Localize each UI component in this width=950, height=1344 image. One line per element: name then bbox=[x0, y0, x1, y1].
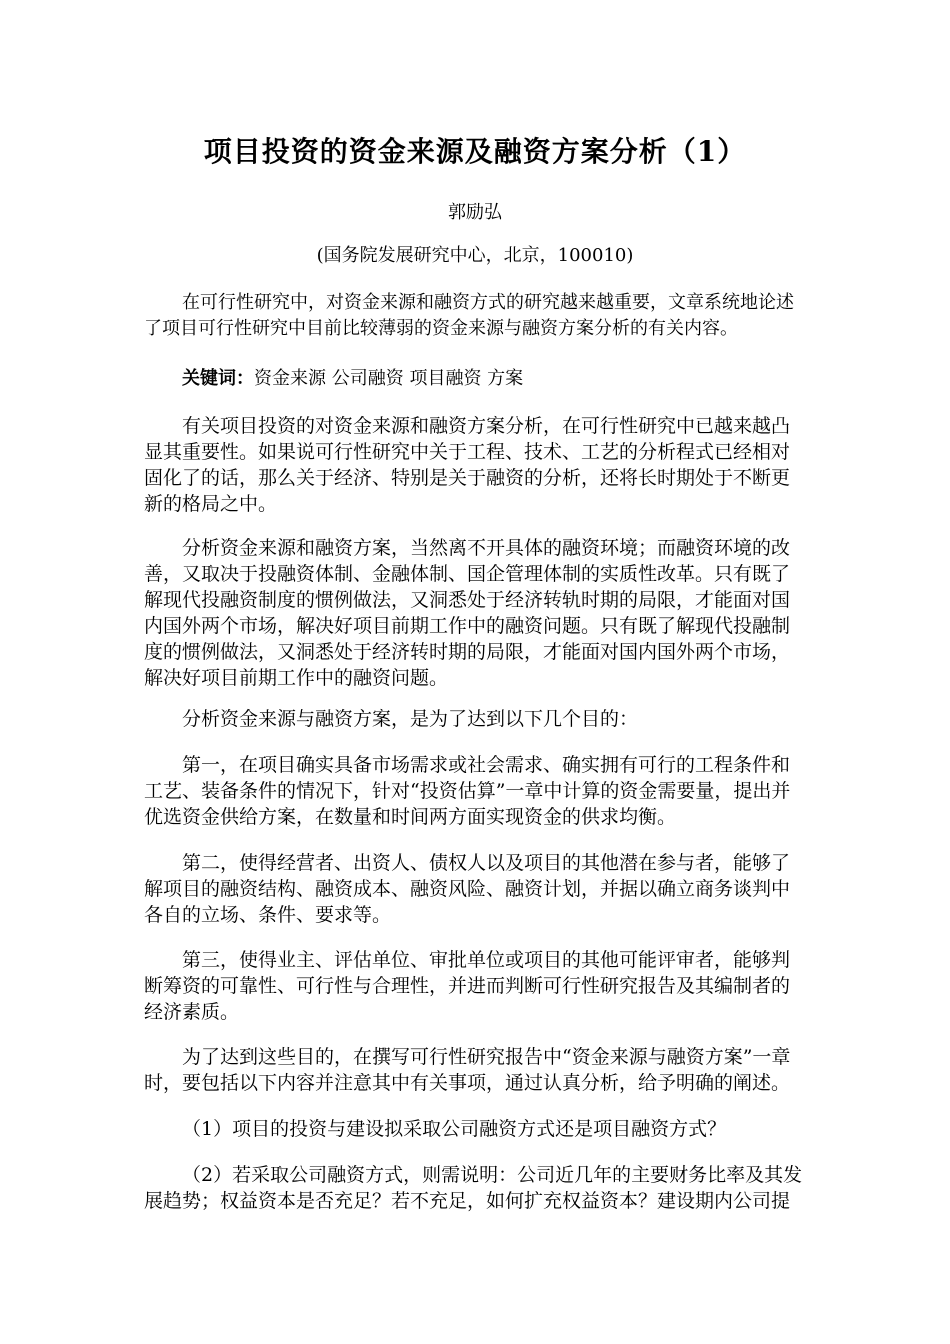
author-affiliation: (国务院发展研究中心，北京，100010) bbox=[316, 245, 634, 266]
paragraph: 分析资金来源与融资方案，是为了达到以下几个目的： bbox=[182, 708, 639, 730]
document-title: 项目投资的资金来源及融资方案分析（1） bbox=[203, 135, 747, 168]
keywords-terms: 资金来源 公司融资 项目融资 方案 bbox=[254, 368, 524, 389]
keywords-label: 关键词： bbox=[182, 368, 254, 389]
paragraph: 有关项目投资的对资金来源和融资方案分析，在可行性研究中已越来越凸显其重要性。如果说可行性研究中关于工程、技术、工艺的分析程式已经相对固化了的话，那么关于经济、特别是关于融资的分析，还将长时期处于不断更新的格局之中。 bbox=[144, 415, 791, 515]
paragraph: 为了达到这些目的，在撰写可行性研究报告中“资金来源与融资方案”一章时，要包括以下内容并注意其中有关事项，通过认真分析，给予明确的阐述。 bbox=[144, 1046, 791, 1094]
paragraph: 第三，使得业主、评估单位、审批单位或项目的其他可能评审者，能够判断筹资的可靠性、可行性与合理性，并进而判断可行性研究报告及其编制者的经济素质。 bbox=[144, 949, 791, 1023]
paragraph: 分析资金来源和融资方案，当然离不开具体的融资环境；而融资环境的改善，又取决于投融资体制、金融体制、国企管理体制的实质性改革。只有既了解现代投融资制度的惯例做法，又洞悉处于经济转轨时期的局限，才能面对国内国外两个市场，解决好项目前期工作中的融资问题。只有既了解现代投融制度的惯例做法，又洞悉处于经济转时期的局限，才能面对国内国外两个市场，解决好项目前期工作中的融资问题。 bbox=[144, 537, 791, 689]
paragraph: 第一，在项目确实具备市场需求或社会需求、确实拥有可行的工程条件和工艺、装备条件的情况下，针对“投资估算”一章中计算的资金需要量，提出并优选资金供给方案，在数量和时间两方面实现资金的供求均衡。 bbox=[144, 754, 791, 828]
paragraph: （2）若采取公司融资方式，则需说明：公司近几年的主要财务比率及其发展趋势；权益资本是否充足？若不充足，如何扩充权益资本？建设期内公司提 bbox=[144, 1164, 803, 1212]
keywords bbox=[144, 366, 806, 392]
paragraph: 第二，使得经营者、出资人、债权人以及项目的其他潜在参与者，能够了解项目的融资结构、融资成本、融资风险、融资计划，并据以确立商务谈判中各自的立场、条件、要求等。 bbox=[144, 852, 791, 926]
author-name: 郭励弘 bbox=[448, 202, 502, 223]
paragraph: （1）项目的投资与建设拟采取公司融资方式还是项目融资方式？ bbox=[182, 1118, 727, 1140]
abstract: 在可行性研究中，对资金来源和融资方式的研究越来越重要，文章系统地论述了项目可行性研究中目前比较薄弱的资金来源与融资方案分析的有关内容。 bbox=[144, 292, 794, 339]
